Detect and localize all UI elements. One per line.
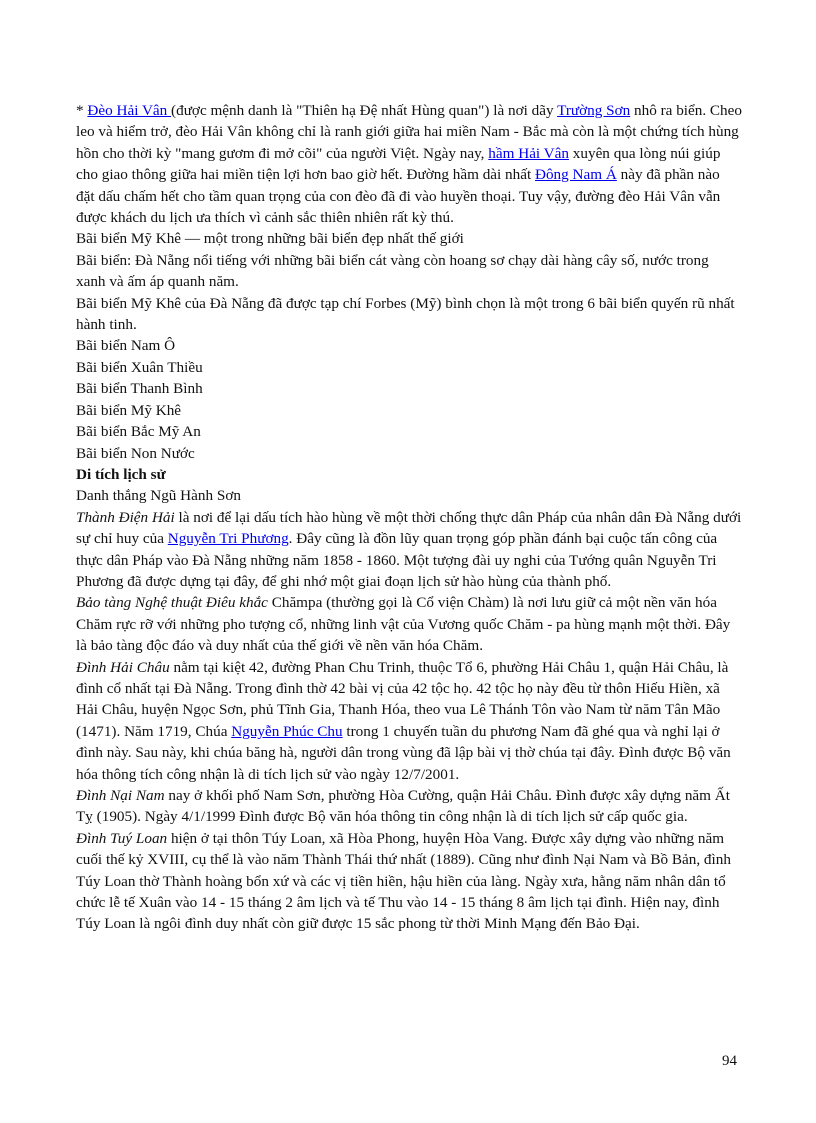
link-nguyen-phuc-chu[interactable]: Nguyễn Phúc Chu	[231, 722, 343, 740]
text-segment: nhô ra biển. Cheo leo và hiểm trở, đèo Hải Vân không chỉ là ranh giới giữa hai miền Nam - Bắc mà còn là một chứng tích hùng hồn cho thời kỳ "mang gươm đi mở cõi" của người Việt. Ngày nay,	[76, 102, 742, 162]
forbes-paragraph: Bãi biển Mỹ Khê của Đà Nẵng đã được tạp chí Forbes (Mỹ) bình chọn là một trong 6 bãi biển quyến rũ nhất hành tinh.	[76, 294, 735, 334]
ngu-hanh-son-line: Danh thắng Ngũ Hành Sơn	[76, 487, 241, 505]
beach-list-item: Bãi biển Bắc Mỹ An	[76, 423, 201, 441]
beach-list-item: Bãi biển Xuân Thiều	[76, 358, 203, 376]
thanh-dien-hai-paragraph	[76, 507, 742, 593]
site-name: Đình Nại Nam	[76, 787, 165, 804]
site-name: Bảo tàng Nghệ thuật Điêu khắc	[76, 594, 268, 612]
link-ham-hai-van[interactable]: hầm Hải Vân	[488, 144, 569, 162]
site-name: Đình Tuý Loan	[76, 829, 168, 847]
text-segment: xuyên qua lòng núi giúp cho giao thông giữa hai miền tiện lợi hơn bao giờ hết. Đường hầm dài nhất	[76, 144, 721, 184]
site-name: Đình Hải Châu	[76, 658, 170, 676]
text-segment: này đã phần nào đặt dấu chấm hết cho tầm quan trọng của con đèo đã đi vào huyền thoại. Tuy vậy, đường đèo Hải Vân vẫn được khách du lịch ưa thích vì cảnh sắc thiên nhiên rất kỳ thú.	[76, 166, 721, 227]
dinh-tuy-loan-paragraph	[76, 828, 742, 935]
text-segment: là nơi để lại dấu tích hào hùng về một thời chống thực dân Pháp của nhân dân Đà Nẵng dưới sự chỉ huy của	[76, 508, 742, 548]
link-deo-hai-van[interactable]: Đèo Hải Vân	[87, 102, 172, 119]
beach-list-item: Bãi biển Non Nước	[76, 444, 195, 462]
bullet-marker: *	[76, 102, 88, 119]
dinh-hai-chau-paragraph	[76, 657, 742, 785]
text-segment: nay ở khối phố Nam Sơn, phường Hòa Cường, quận Hải Châu. Đình được xây dựng năm Ất Tỵ (1905). Ngày 4/1/1999 Đình được Bộ văn hóa thông tin công nhận là di tích lịch sử cấp quốc gia.	[76, 787, 730, 826]
text-segment: . Đây cũng là đồn lũy quan trọng góp phần đánh bại cuộc tấn công của thực dân Pháp vào Đà Nẵng những năm 1858 - 1860. Một tượng đài uy nghi của Tướng quân Nguyễn Tri Phương đã được dựng tại đây, để ghi nhớ một giai đoạn lịch sử hào hùng của thành phố.	[76, 530, 718, 590]
page-number: 94	[722, 1053, 737, 1069]
link-truong-son[interactable]: Trường Sơn	[557, 102, 631, 119]
text-segment: trong 1 chuyến tuần du phương Nam đã ghé qua và nghỉ lại ở đình này. Sau này, khi chúa băng hà, người dân trong vùng đã lập bài vị thờ chúa tại đây. Đình được Bộ văn hóa thông tích công nhận là di tích lịch sử vào ngày 12/7/2001.	[76, 722, 731, 783]
champa-museum-paragraph	[76, 592, 742, 656]
site-name: Thành Điện Hải	[76, 508, 175, 526]
hai-van-pass-paragraph	[76, 100, 742, 228]
beaches-paragraph: Bãi biển: Đà Nẵng nổi tiếng với những bãi biển cát vàng còn hoang sơ chạy dài hàng cây số, nước trong xanh và ấm áp quanh năm.	[76, 251, 709, 291]
document-page	[76, 100, 742, 935]
section-heading-historical-sites: Di tích lịch sử	[76, 465, 166, 483]
link-dong-nam-a[interactable]: Đông Nam Á	[534, 166, 617, 184]
text-segment: (được mệnh danh là "Thiên hạ Đệ nhất Hùng quan") là nơi dãy	[171, 102, 558, 119]
beach-list-item: Bãi biển Thanh Bình	[76, 380, 203, 398]
dinh-nai-nam-paragraph	[76, 785, 742, 828]
text-segment: Chămpa (thường gọi là Cổ viện Chàm) là nơi lưu giữ cả một nền văn hóa Chăm rực rỡ với những pho tượng cổ, những linh vật của Vương quốc Chăm - pa hùng mạnh một thời. Đây là bảo tàng độc đáo và duy nhất của thế giới về nền văn hóa Chăm.	[76, 594, 731, 655]
beach-list-item: Bãi biển Nam Ô	[76, 337, 176, 355]
link-nguyen-tri-phuong[interactable]: Nguyễn Tri Phương	[167, 530, 289, 548]
beach-list-item: Bãi biển Mỹ Khê	[76, 401, 182, 419]
text-segment: hiện ở tại thôn Túy Loan, xã Hòa Phong, huyện Hòa Vang. Được xây dựng vào những năm cuối thế kỷ XVIII, cụ thể là vào năm Thành Thái thứ nhất (1889). Cũng như đình Nại Nam và Bồ Bản, đình Túy Loan thờ Thành hoàng bổn xứ và các vị tiền hiền, hậu hiền của làng. Ngày xưa, hằng năm nhân dân tổ chức lễ tế Xuân vào 14 - 15 tháng 2 âm lịch và tế Thu vào 14 - 15 tháng 8 âm lịch tại đình. Hiện nay, đình Túy Loan là ngôi đình duy nhất còn giữ được 15 sắc phong từ thời Minh Mạng đến Bảo Đại.	[76, 829, 731, 933]
text-segment: nằm tại kiệt 42, đường Phan Chu Trinh, thuộc Tổ 6, phường Hải Châu 1, quận Hải Châu, là đình cổ nhất tại Đà Nẵng. Trong đình thờ 42 bài vị của 42 tộc họ. 42 tộc họ này đều từ thôn Hiếu Hiền, xã Hải Châu, huyện Ngọc Sơn, phủ Tĩnh Gia, Thanh Hóa, theo vua Lê Thánh Tôn vào Nam từ năm Tân Mão (1471). Năm 1719, Chúa	[76, 658, 729, 740]
my-khe-caption: Bãi biển Mỹ Khê — một trong những bãi biển đẹp nhất thế giới	[76, 230, 464, 248]
